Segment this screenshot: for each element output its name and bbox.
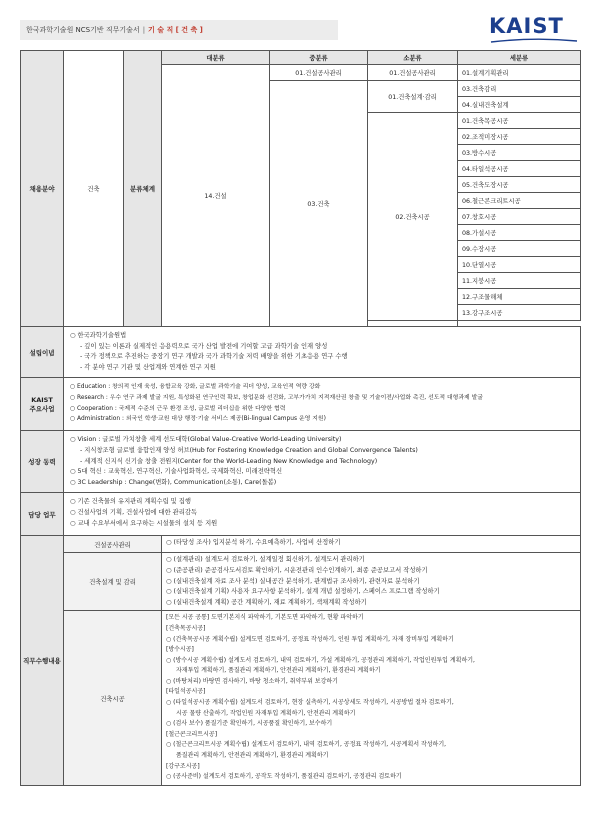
header-separator: |: [142, 26, 146, 34]
main-business-label-line2: 주요사업: [29, 404, 55, 413]
header-major: 대분류: [162, 51, 270, 65]
header-minor: 소분류: [368, 51, 458, 65]
duty-unit-text: [162, 536, 581, 553]
business-line: ○ Research : 우수 연구 과제 발굴 지원, 특성화된 연구인력 확보, 창업문화 선진화, 고부가가치 지적재산권 창출 및 기술이전/사업화 촉진, 선도적 대형과제 발굴: [70, 394, 483, 401]
minor-category: 02.건축시공: [368, 113, 458, 321]
establishment-line: - 각 분야 연구 기관 및 산업계와 연계한 연구 지원: [80, 363, 216, 371]
vision-line: - 세계적 신지식 신기술 창출 전원지(Center for the World-Leading New Knowledge and Technology): [80, 457, 378, 465]
duty-unit-line: 시공 물량 산출하기, 작업인원 자재투입 계획하기, 안전관리 계획하기: [176, 709, 356, 717]
detail-category: 03.방수시공: [458, 145, 581, 161]
detail-category: 12.구조물해체: [458, 289, 581, 305]
duty-unit-line: ○ (타일석공시공 계획수립) 설계도서 검토하기, 현장 실측하기, 시공상세도 작성하기, 시공방법 절차 검토하기,: [166, 699, 454, 707]
detail-category: 05.건축도장시공: [458, 177, 581, 193]
detail-category: 09.수장시공: [458, 241, 581, 257]
detail-category: 04.실내건축설계: [458, 97, 581, 113]
duty-unit-text: [162, 553, 581, 611]
duty-unit-text: [162, 611, 581, 786]
detail-category: 02.조적미장시공: [458, 129, 581, 145]
establishment-content: [64, 327, 581, 378]
growth-engine-label: 성장 동력: [21, 431, 64, 493]
growth-engine-content: [64, 431, 581, 493]
detail-category: 04.타일석공시공: [458, 161, 581, 177]
document-title: 한국과학기술원 NCS기반 직무기술서: [26, 26, 140, 34]
job-description-table: [20, 50, 581, 786]
duty-unit-line: ○ (준공관리) 준공검사도서검토 확인하기, 시운전관리 인수인계하기, 최종 준공보고서 작성하기: [166, 566, 428, 574]
minor-category: 01.건축설계·감리: [368, 81, 458, 113]
recruitment-field-label: 채용분야: [21, 51, 64, 327]
duty-unit-line: 자재투입 계획하기, 품질관리 계획하기, 안전관리 계획하기, 환경관리 계획하기: [176, 667, 381, 675]
field-name: 건축: [64, 51, 124, 327]
duty-unit-line: ○ (타당성 조사) 입지분석 하기, 수요예측하기, 사업비 산정하기: [166, 539, 341, 547]
main-business-label-line1: KAIST: [31, 395, 53, 404]
logo-text: KAIST: [489, 14, 564, 38]
detail-category: 01.설계기획관리: [458, 65, 581, 81]
duty-unit-line: ○ (공사준비) 설계도서 검토하기, 공작도 작성하기, 품질관리 검토하기, 공정관리 검토하기: [166, 773, 402, 781]
header-middle: 중분류: [270, 51, 368, 65]
detail-category: 11.지붕시공: [458, 273, 581, 289]
vision-line: ○ 5대 혁신 : 교육혁신, 연구혁신, 기술사업화혁신, 국제화혁신, 미래전략혁신: [70, 468, 283, 476]
duty-line: ○ 건설사업의 기획, 건설사업에 대한 관리감독: [70, 508, 197, 516]
duty-unit-line: ○ (철근콘크리트시공 계획수립) 설계도서 검토하기, 내역 검토하기, 공정표 작성하기, 시공계획서 작성하기,: [166, 741, 447, 749]
duty-unit-line: [모든 시공 공통] 도면기본지식 파악하기, 기본도면 파악하기, 현황 파악하기: [166, 614, 364, 622]
logo-swoosh-icon: [489, 38, 579, 44]
minor-category: 01.건설공사관리: [368, 65, 458, 81]
detail-category: 06.철근콘크리트시공: [458, 193, 581, 209]
middle-category: 01.건설공사관리: [270, 65, 368, 81]
header-detail: 세분류: [458, 51, 581, 65]
duty-unit-name: 건설공사관리: [64, 536, 162, 553]
duties-content: [64, 493, 581, 536]
duty-unit-line: 품질관리 계획하기, 안전관리 계획하기, 환경관리 계획하기: [176, 752, 329, 760]
vision-line: - 지식창조형 글로벌 융합인재 양성 허브(Hub for Fostering Knowledge Creation and Global Convergence Talents): [80, 446, 418, 454]
detail-category: 08.가설시공: [458, 225, 581, 241]
detail-category: 10.단열시공: [458, 257, 581, 273]
duty-unit-line: ○ (방수시공 계획수립) 설계도서 검토하기, 내역 검토하기, 가설 계획하기, 공정관리 계획하기, 작업인원투입 계획하기,: [166, 656, 475, 664]
duty-unit-line: ○ (실내건축설계 기획) 사용자 요구사항 분석하기, 설계 개념 설정하기, 스페이스 프로그램 작성하기: [166, 588, 440, 596]
duty-unit-line: ○ (실내건축설계 계획) 공간 계획하기, 재료 계획하기, 색채계획 작성하기: [166, 598, 367, 606]
establishment-line: - 깊이 있는 이론과 실제적인 응용력으로 국가 산업 발전에 기여할 고급 과학기술 인재 양성: [80, 342, 328, 350]
classification-system-label: 분류체계: [124, 51, 162, 327]
major-category: 14.건설: [162, 65, 270, 327]
duty-unit-line: ○ (바탕처리) 바탕면 검사하기, 바탕 청소하기, 취약부위 보강하기: [166, 677, 338, 685]
vision-line: ○ Vision : 글로벌 가치창출 세계 선도대학(Global Value-Creative World-Leading University): [70, 436, 342, 444]
page-header: [20, 20, 338, 40]
establishment-label: 설립이념: [21, 327, 64, 378]
detail-category: 01.건축목공시공: [458, 113, 581, 129]
establishment-line: ○ 한국과학기술원법: [70, 332, 127, 339]
duty-line: ○ 교내 수요부서에서 요구하는 시설물의 설치 등 지원: [70, 519, 218, 527]
duties-label: 담당 업무: [21, 493, 64, 536]
duty-unit-line: [타일석공시공]: [166, 688, 206, 696]
establishment-line: - 국가 정책으로 추진하는 중장기 연구 개발과 국가 과학기술 저력 배양을 위한 기초응용 연구 수행: [80, 353, 348, 361]
duty-line: ○ 기존 건축물의 유지관리 계획수립 및 집행: [70, 498, 191, 506]
duty-unit-line: ○ (건축목공시공 계획수립) 설계도면 검토하기, 공정표 작성하기, 인원 투입 계획하기, 자재 장비투입 계획하기: [166, 635, 454, 643]
main-business-content: [64, 378, 581, 431]
duty-unit-line: [방수시공]: [166, 646, 194, 654]
middle-category: 03.건축: [270, 81, 368, 327]
detail-category: 13.강구조시공: [458, 305, 581, 321]
detail-category: 07.창호시공: [458, 209, 581, 225]
main-business-label: [21, 378, 64, 431]
kaist-logo: [487, 13, 581, 43]
duty-unit-line: ○ (실내건축설계 자료 조사 분석) 실내공간 분석하기, 관계법규 조사하기, 관련자료 분석하기: [166, 577, 420, 585]
business-line: ○ Administration : 외국인 학생·교원 대상 행정·기술 서비스 제공(Bi-lingual Campus 운영 지원): [70, 416, 326, 423]
job-field-title: 기 술 직 [ 건 축 ]: [148, 26, 203, 34]
business-line: ○ Education : 창의적 인재 육성, 융합교육 강화, 글로벌 과학기술 리더 양성, 교육인적 역량 강화: [70, 384, 321, 391]
vision-line: ○ 3C Leadership : Change(변화), Communication(소통), Care(돌봄): [70, 478, 277, 486]
duty-unit-line: ○ (검사 보수) 품질기준 확인하기, 시공품질 확인하기, 보수하기: [166, 720, 333, 728]
business-line: ○ Cooperation : 국제적 수준의 근무 환경 조성, 글로벌 리더십을 위한 다양한 협력: [70, 405, 286, 412]
duty-unit-name: 건축시공: [64, 611, 162, 786]
duty-unit-line: [건축목공시공]: [166, 624, 206, 632]
duty-unit-name: 건축설계 및 감리: [64, 553, 162, 611]
detail-category: 03.건축감리: [458, 81, 581, 97]
duty-unit-line: [철근콘크리트시공]: [166, 730, 218, 738]
duty-unit-line: ○ (설계관리) 설계도서 검토하기, 설계일정 회신하기, 설계도서 관리하기: [166, 556, 365, 564]
duty-unit-line: [강구조시공]: [166, 762, 200, 770]
job-content-label: 직무수행내용: [21, 536, 64, 785]
